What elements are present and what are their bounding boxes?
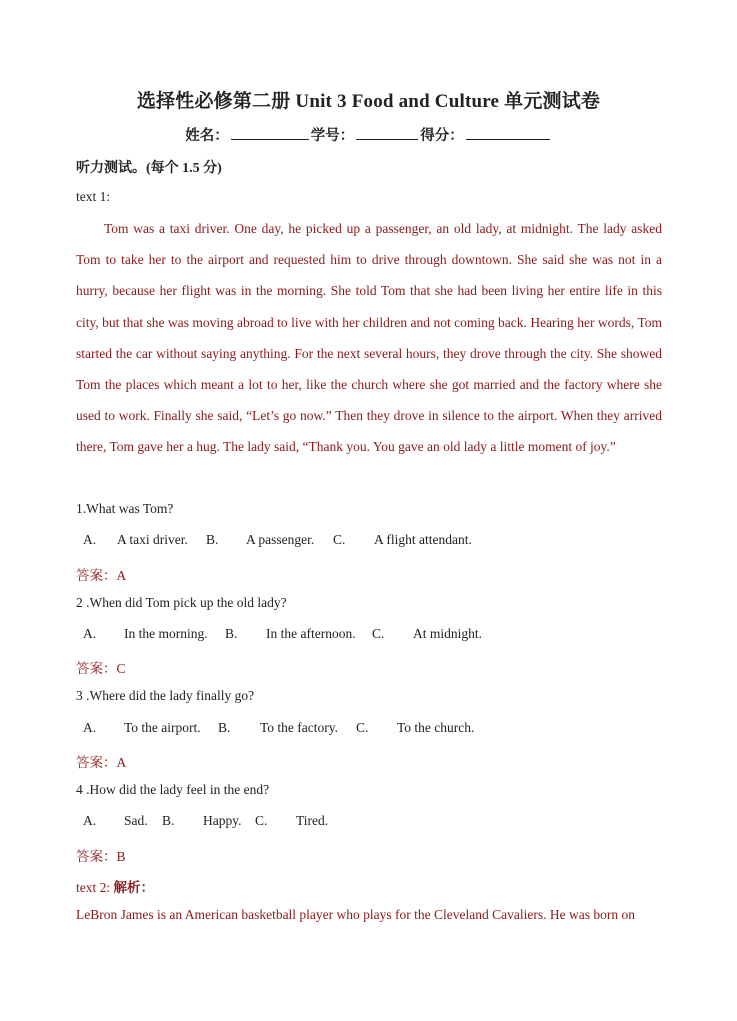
option-letter: A. <box>83 626 97 641</box>
question-2-options <box>83 626 482 642</box>
answer-value: C <box>116 661 126 676</box>
option-text: To the church. <box>397 720 475 735</box>
option-letter: A. <box>83 720 97 735</box>
answer-label: 答案： <box>76 661 117 676</box>
answer-label: 答案： <box>76 568 117 583</box>
answer-label: 答案： <box>76 755 117 770</box>
section-heading: 听力测试。(每个 1.5 分) <box>76 161 222 176</box>
answer-value: A <box>116 568 127 583</box>
option-text: To the factory. <box>260 720 339 735</box>
question-3: 3 .Where did the lady finally go? <box>76 688 255 703</box>
answer-2 <box>76 657 126 677</box>
option-letter: A. <box>83 813 97 828</box>
answer-value: B <box>116 849 126 864</box>
option-letter: C. <box>255 813 268 828</box>
option-letter: B. <box>218 720 231 735</box>
option-letter: B. <box>162 813 175 828</box>
text2-label-line <box>76 876 154 896</box>
answer-3 <box>76 751 126 771</box>
option-text: In the afternoon. <box>266 626 356 641</box>
question-1: 1.What was Tom? <box>76 501 174 516</box>
option-text: A flight attendant. <box>374 532 472 547</box>
answer-label: 答案： <box>76 849 117 864</box>
option-text: Tired. <box>296 813 329 828</box>
answer-1 <box>76 564 126 584</box>
score-blank[interactable] <box>466 125 550 140</box>
id-blank[interactable] <box>356 125 418 140</box>
answer-value: A <box>116 755 127 770</box>
page-title: 选择性必修第二册 Unit 3 Food and Culture 单元测试卷 <box>136 91 601 112</box>
option-text: Sad. <box>124 813 148 828</box>
option-letter: A. <box>83 532 97 547</box>
option-text: Happy. <box>203 813 242 828</box>
question-4-options <box>83 813 328 829</box>
option-letter: B. <box>225 626 238 641</box>
score-label: 得分： <box>420 128 464 144</box>
question-2: 2 .When did Tom pick up the old lady? <box>76 595 287 610</box>
option-letter: B. <box>206 532 219 547</box>
name-blank[interactable] <box>231 125 309 140</box>
text1-label: text 1: <box>76 189 111 204</box>
id-label: 学号： <box>310 128 355 144</box>
option-text: At midnight. <box>413 626 483 641</box>
question-1-options <box>83 532 472 548</box>
question-4: 4 .How did the lady feel in the end? <box>76 782 270 797</box>
text1-passage: Tom was a taxi driver. One day, he picked up a passenger, an old lady, at midnight. The lady asked Tom to take her to the airport and requested him to drive through downtown. She said she was not in a hurry, because her flight was in the morning. She told Tom that she had been living her entire life in this city, but that she was moving abroad to live with her children and not coming back. Hearing her words, Tom started the car without saying anything. For the next several hours, they drove through the city. She showed Tom the places which meant a lot to her, like the church where she got married and the factory where she used to work. Finally she said, “Let’s go now.” Then they drove in silence to the airport. When they arrived there, Tom gave her a hug. The lady said, “Thank you. You gave an old lady a little moment of joy.” <box>76 221 662 455</box>
option-letter: C. <box>356 720 369 735</box>
name-label: 姓名： <box>185 128 229 144</box>
option-text: In the morning. <box>124 626 208 641</box>
answer-4 <box>76 845 126 865</box>
option-letter: C. <box>333 532 346 547</box>
text2-passage: LeBron James is an American basketball player who plays for the Cleveland Cavaliers. He was born on <box>76 907 635 922</box>
option-letter: C. <box>372 626 385 641</box>
student-info-line <box>0 124 737 145</box>
option-text: A passenger. <box>246 532 315 547</box>
question-3-options <box>83 720 474 736</box>
option-text: To the airport. <box>124 720 201 735</box>
analysis-label: 解析： <box>113 880 154 895</box>
text2-label: text 2: <box>76 880 111 895</box>
option-text: A taxi driver. <box>117 532 188 547</box>
